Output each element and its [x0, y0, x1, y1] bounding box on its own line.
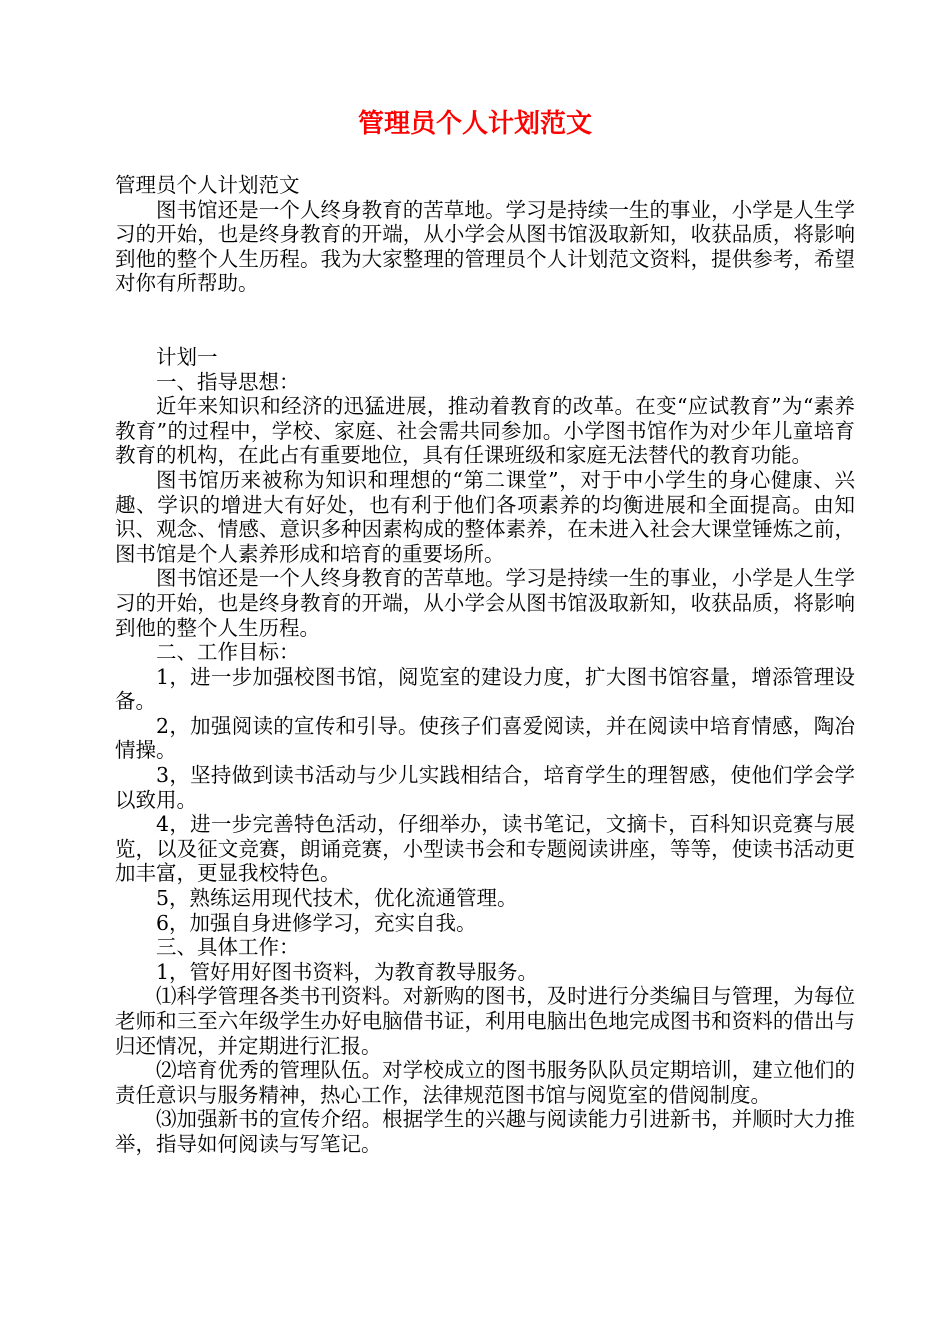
paragraph: 1，管好用好图书资料，为教育教导服务。 — [156, 959, 539, 984]
paragraph: 2，加强阅读的宣传和引导。使孩子们喜爱阅读，并在阅读中培育情感，陶冶情操。 — [115, 713, 855, 763]
document-body — [115, 173, 855, 1157]
paragraph: 二、工作目标： — [156, 640, 300, 665]
paragraph: 三、具体工作： — [156, 935, 300, 960]
paragraph: 4，进一步完善特色活动，仔细举办，读书笔记，文摘卡，百科知识竞赛与展览，以及征文竞赛，朗诵竞赛，小型读书会和专题阅读讲座，等等，使读书活动更加丰富，更显我校特色。 — [115, 812, 855, 886]
paragraph: 1，进一步加强校图书馆，阅览室的建设力度，扩大图书馆容量，增添管理设备。 — [115, 664, 855, 714]
paragraph: 6，加强自身进修学习，充实自我。 — [156, 910, 477, 935]
paragraph: 图书馆历来被称为知识和理想的“第二课堂”，对于中小学生的身心健康、兴趣、学识的增进大有好处，也有利于他们各项素养的均衡进展和全面提高。由知识、观念、情感、意识多种因素构成的整体素养，在未进入社会大课堂锤炼之前，图书馆是个人素养形成和培育的重要场所。 — [115, 467, 855, 566]
paragraph: 图书馆还是一个人终身教育的苦草地。学习是持续一生的事业，小学是人生学习的开始，也是终身教育的开端，从小学会从图书馆汲取新知，收获品质，将影响到他的整个人生历程。我为大家整理的管理员个人计划范文资料，提供参考，希望对你有所帮助。 — [115, 197, 855, 296]
paragraph: 管理员个人计划范文 — [115, 173, 300, 197]
paragraph: 图书馆还是一个人终身教育的苦草地。学习是持续一生的事业，小学是人生学习的开始，也是终身教育的开端，从小学会从图书馆汲取新知，收获品质，将影响到他的整个人生历程。 — [115, 566, 855, 640]
paragraph: ⑵培育优秀的管理队伍。对学校成立的图书服务队队员定期培训，建立他们的责任意识与服务精神，热心工作，法律规范图书馆与阅览室的借阅制度。 — [115, 1058, 855, 1107]
document-title: 管理员个人计划范文 — [357, 109, 592, 139]
paragraph: ⑶加强新书的宣传介绍。根据学生的兴趣与阅读能力引进新书，并顺时大力推举，指导如何阅读与写笔记。 — [115, 1107, 855, 1156]
paragraph: 近年来知识和经济的迅猛进展，推动着教育的改革。在变“应试教育”为“素养教育”的过程中，学校、家庭、社会需共同参加。小学图书馆作为对少年儿童培育教育的机构，在此占有重要地位，具有任课班级和家庭无法替代的教育功能。 — [115, 394, 855, 468]
paragraph: ⑴科学管理各类书刊资料。对新购的图书，及时进行分类编目与管理，为每位老师和三至六年级学生办好电脑借书证，利用电脑出色地完成图书和资料的借出与归还情况，并定期进行汇报。 — [115, 984, 855, 1058]
paragraph: 3，坚持做到读书活动与少儿实践相结合，培育学生的理智感，使他们学会学以致用。 — [115, 763, 855, 812]
paragraph: 5，熟练运用现代技术，优化流通管理。 — [156, 886, 518, 911]
paragraph: 计划一 — [156, 344, 218, 369]
paragraph: 一、指导思想： — [156, 369, 300, 394]
paragraph-gap — [115, 296, 855, 345]
